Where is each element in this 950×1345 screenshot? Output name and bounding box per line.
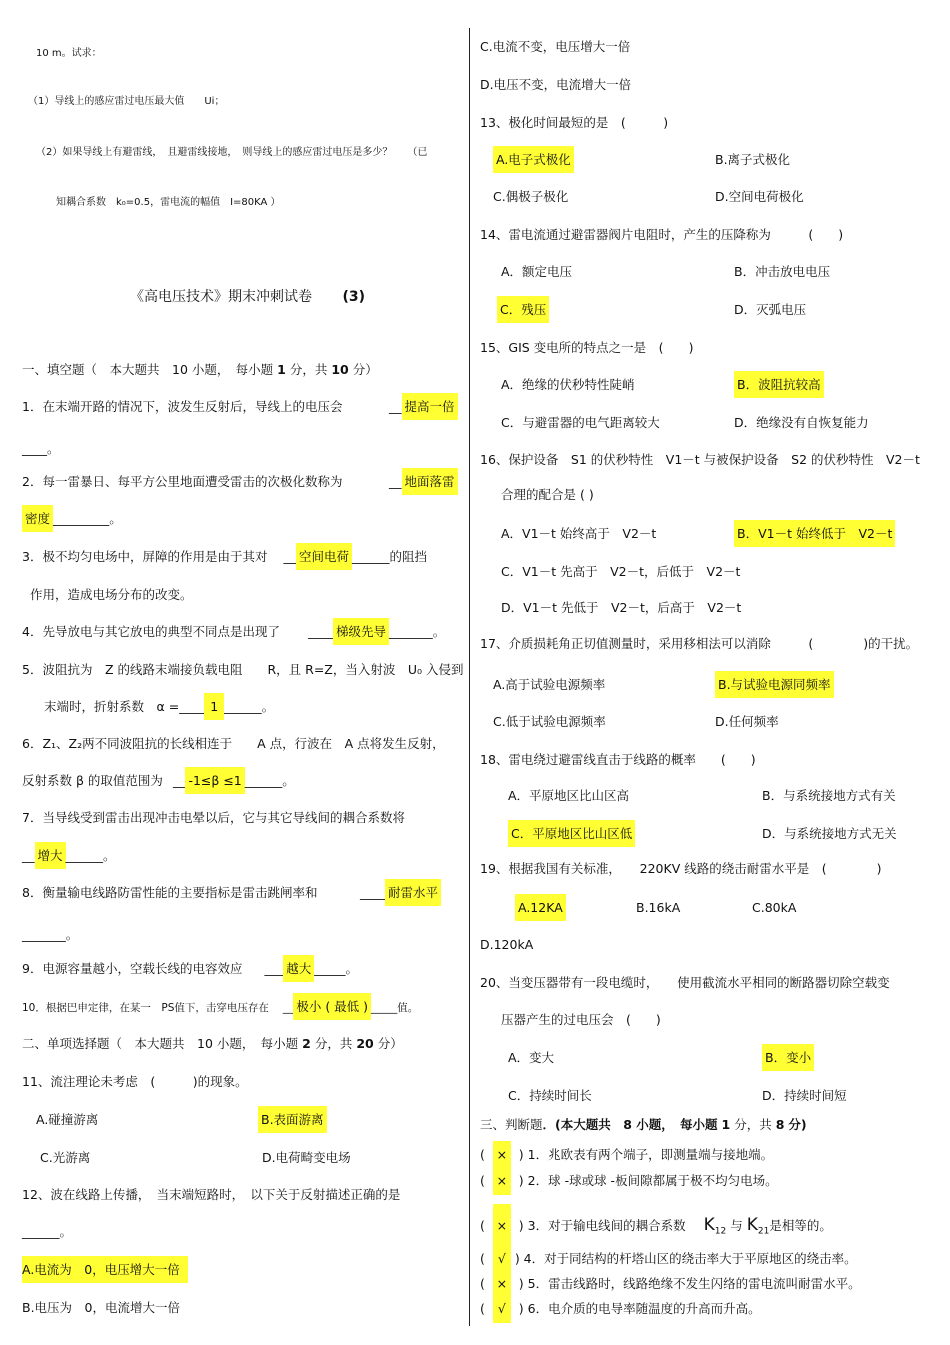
- q20-cont: 压器产生的过电压会 ( ): [501, 1012, 661, 1027]
- q20-text: 20、当变压器带有一段电缆时， 使用截流水平相同的断路器切除空载变: [480, 975, 890, 990]
- section-2-n2: 20: [356, 1036, 374, 1051]
- q7-text: 7．当导线受到雷击出现冲击电晕以后，它与其它导线间的耦合系数将: [22, 810, 405, 825]
- q19-option-a-text: A.12KA: [515, 894, 566, 921]
- q3-text-main: 3．极不均匀电场中，屏障的作用是由于其对: [22, 549, 268, 564]
- section-1-n2: 10: [331, 362, 349, 377]
- q5-tail: ______。: [224, 699, 275, 714]
- q2-answer-text-2: 密度: [22, 505, 53, 532]
- q3-answer-text: 空间电荷: [296, 543, 352, 570]
- q18-option-c: [508, 824, 635, 844]
- q2-answer-text: 地面落雷: [402, 468, 458, 495]
- q12-option-d: D.电压不变，电流增大一倍: [480, 77, 632, 92]
- section-2-post: 分）: [377, 1036, 403, 1051]
- q19-option-c: C.80kA: [752, 900, 797, 915]
- q8-text: 8．衡量输电线路防雷性能的主要指标是雷击跳闸率和: [22, 885, 318, 900]
- q17-option-a: A.高于试验电源频率: [493, 677, 606, 692]
- q6-cont-text: 反射系数 β 的取值范围为: [22, 773, 163, 788]
- q9-answer-text: 越大: [283, 955, 314, 982]
- judge-6: [480, 1295, 761, 1323]
- q15-option-a: A．绝缘的伏秒特性陡峭: [501, 377, 635, 392]
- q20-option-a: A．变大: [508, 1050, 555, 1065]
- judge-5-paren: (: [480, 1276, 485, 1291]
- q14-option-c: [497, 300, 549, 320]
- q16-option-a: A．V1－t 始终高于 V2－t: [501, 526, 657, 541]
- section-2-n1: 2: [302, 1036, 311, 1051]
- judge-2: [480, 1167, 778, 1195]
- q16-text: 16、保护设备 S1 的伏秒特性 V1－t 与被保护设备 S2 的伏秒特性 V2－t: [480, 452, 920, 467]
- judge-1-mark: ×: [493, 1141, 511, 1169]
- judge-3-k1: K: [703, 1215, 715, 1235]
- q5-text: 5．波阻抗为 Z 的线路末端接负载电阻 R，且 R=Z，当入射波 U₀ 入侵到: [22, 662, 464, 677]
- q11-text: 11、流注理论未考虑 ( )的现象。: [22, 1074, 248, 1089]
- judge-5: [480, 1270, 861, 1298]
- section-1-mid: 分，共: [289, 362, 328, 377]
- q7-answer: [22, 846, 116, 866]
- section-2-pre: 二、单项选择题（ 本大题共 10 小题， 每小题: [22, 1036, 299, 1051]
- judge-3-mark: ×: [493, 1204, 511, 1248]
- judge-3-tail: 是相等的。: [769, 1218, 832, 1233]
- q12-option-a: [22, 1260, 188, 1280]
- q20-option-c: C．持续时间长: [508, 1088, 592, 1103]
- judge-4-mark: √: [493, 1245, 511, 1273]
- q2-blank: __: [389, 474, 402, 489]
- q1-text: 1．在末端开路的情况下，波发生反射后，导线上的电压会: [22, 399, 343, 414]
- q4-text: [22, 622, 445, 642]
- q1-answer-text: 提高一倍: [402, 393, 458, 420]
- q18-text: 18、雷电绕过避雷线直击于线路的概率 ( ): [480, 752, 756, 767]
- section-3-heading: [480, 1115, 807, 1135]
- q9-tail: _____。: [314, 961, 358, 976]
- q1-blank: __: [389, 399, 402, 414]
- q5-answer-text: 1: [204, 693, 224, 720]
- q6-tail: ______。: [244, 773, 295, 788]
- judge-5-mark: ×: [493, 1270, 511, 1298]
- judge-4: [480, 1245, 857, 1273]
- q15-option-c: C．与避雷器的电气距离较大: [501, 415, 660, 430]
- judge-6-mark: √: [493, 1295, 511, 1323]
- q11-option-a: A.碰撞游离: [36, 1112, 99, 1127]
- intro-line-2: （1）导线上的感应雷过电压最大值 Ui；: [28, 96, 225, 107]
- q4-blank: ____: [307, 624, 333, 639]
- intro-line-3: （2）如果导线上有避雷线， 且避雷线接地， 则导线上的感应雷过电压是多少？ （已: [36, 147, 428, 158]
- judge-3-and: 与: [730, 1218, 743, 1233]
- q10-blank: __: [282, 1002, 294, 1014]
- judge-3-k2: K: [746, 1215, 758, 1235]
- intro-line-1: 10 m。试求：: [36, 48, 102, 59]
- section-3-post: 分): [788, 1117, 807, 1132]
- q17-text: 17、介质损耗角正切值测量时，采用移相法可以消除 ( )的干扰。: [480, 636, 919, 651]
- judge-6-paren: (: [480, 1301, 485, 1316]
- q16-option-b-text: B．V1－t 始终低于 V2－t: [734, 520, 895, 547]
- q13-option-d: D.空间电荷极化: [715, 189, 804, 204]
- q20-option-b-text: B．变小: [762, 1044, 814, 1071]
- q1-answer: [389, 397, 458, 417]
- q18-option-d: D．与系统接地方式无关: [762, 826, 897, 841]
- q16-option-c: C．V1－t 先高于 V2－t，后低于 V2－t: [501, 564, 741, 579]
- q5-cont-text: 末端时，折射系数 α =: [44, 699, 180, 714]
- q13-option-a: [493, 150, 574, 170]
- section-1-pre: 一、填空题（ 本大题共 10 小题， 每小题: [22, 362, 274, 377]
- q8-answer: [360, 883, 441, 903]
- q14-option-c-text: C．残压: [497, 296, 549, 323]
- q8-answer-text: 耐雷水平: [385, 879, 441, 906]
- exam-title: [130, 287, 365, 307]
- q4-text-main: 4．先导放电与其它放电的典型不同点是出现了: [22, 624, 280, 639]
- q19-text: 19、根据我国有关标准， 220KV 线路的绕击耐雷水平是 ( ): [480, 861, 882, 876]
- q10-tail: _____值。: [371, 1002, 419, 1014]
- section-1-post: 分）: [352, 362, 378, 377]
- judge-3-text: ) 3．对于输电线间的耦合系数: [518, 1218, 686, 1233]
- q17-option-d: D.任何频率: [715, 714, 779, 729]
- judge-4-text: ) 4．对于同结构的杆塔山区的绕击率大于平原地区的绕击率。: [514, 1251, 857, 1266]
- q18-option-b: B．与系统接地方式有关: [762, 788, 896, 803]
- q10-text: [22, 997, 418, 1018]
- judge-2-mark: ×: [493, 1167, 511, 1195]
- q10-text-main: 10．根据巴申定律，在某一 PS值下，击穿电压存在: [22, 1002, 269, 1014]
- q15-option-b-text: B．波阻抗较高: [734, 371, 824, 398]
- q18-option-a: A．平原地区比山区高: [508, 788, 630, 803]
- q9-blank: ___: [264, 961, 284, 976]
- q10-answer-text: 极小 ( 最低 ): [293, 993, 371, 1020]
- section-3-pre: 三、判断题: [480, 1117, 543, 1132]
- judge-1-text: ) 1．兆欧表有两个端子，即测量端与接地端。: [518, 1147, 774, 1162]
- q3-text: [22, 547, 427, 567]
- q12-option-b: B.电压为 0，电流增大一倍: [22, 1300, 181, 1315]
- q12-blank: ______。: [22, 1224, 73, 1239]
- section-2-heading: [22, 1034, 403, 1054]
- q7-tail: ______。: [65, 848, 116, 863]
- q16-cont: 合理的配合是 ( ): [501, 487, 594, 502]
- q13-option-b: B.离子式极化: [715, 152, 791, 167]
- q13-option-a-text: A.电子式极化: [493, 146, 574, 173]
- q13-option-c: C.偶极子极化: [493, 189, 569, 204]
- section-3-n1: 1: [721, 1117, 731, 1132]
- judge-1: [480, 1141, 773, 1169]
- section-3-mid: 分，共: [734, 1117, 772, 1132]
- q17-option-c: C.低于试验电源频率: [493, 714, 606, 729]
- section-1-heading: [22, 360, 378, 380]
- judge-6-text: ) 6．电介质的电导率随温度的升高而升高。: [518, 1301, 761, 1316]
- judge-3-sub2: 21: [757, 1226, 770, 1237]
- judge-5-text: ) 5．雷击线路时，线路绝缘不发生闪络的雷电流叫耐雷水平。: [518, 1276, 861, 1291]
- q20-option-b: [762, 1048, 814, 1068]
- q8-tail: _______。: [22, 927, 79, 942]
- q20-option-d: D．持续时间短: [762, 1088, 847, 1103]
- q9-text: [22, 959, 358, 979]
- q9-text-main: 9．电源容量越小，空载长线的电容效应: [22, 961, 243, 976]
- q4-answer-text: 梯级先导: [333, 618, 389, 645]
- q15-option-b: [734, 375, 824, 395]
- judge-1-paren: (: [480, 1147, 485, 1162]
- section-2-mid: 分，共: [314, 1036, 353, 1051]
- q2-text: 2．每一雷暴日、每平方公里地面遭受雷击的次极化数称为: [22, 474, 343, 489]
- q2-tail-text: _________。: [53, 511, 122, 526]
- q18-option-c-text: C．平原地区比山区低: [508, 820, 635, 847]
- q13-text: 13、极化时间最短的是 ( ): [480, 115, 669, 130]
- q19-option-d: D.120kA: [480, 937, 534, 952]
- q6-text: 6．Z₁、Z₂两不同波阻抗的长线相连于 A 点，行波在 A 点将发生反射，: [22, 736, 445, 751]
- q12-option-a-text: A.电流为 0，电压增大一倍: [22, 1256, 188, 1283]
- exam-title-text: 《高电压技术》期末冲刺试卷: [130, 289, 312, 305]
- q2-answer: [389, 472, 458, 492]
- q3-tail: ______的阻挡: [351, 549, 427, 564]
- q2-tail: [22, 509, 122, 529]
- section-3-dot: ．(本大题共 8 小题， 每小题: [542, 1117, 718, 1132]
- q6-answer-text: -1≤β ≤1: [185, 767, 244, 794]
- q16-option-b: [734, 524, 895, 544]
- judge-3: [480, 1204, 832, 1248]
- q12-option-c: C.电流不变，电压增大一倍: [480, 39, 631, 54]
- judge-2-paren: (: [480, 1173, 485, 1188]
- q6-cont: [22, 771, 295, 791]
- q11-option-b: [258, 1110, 327, 1130]
- q11-option-c: C.光游离: [40, 1150, 91, 1165]
- q7-blank: __: [22, 848, 35, 863]
- q19-option-b: B.16kA: [636, 900, 681, 915]
- q11-option-d: D.电荷畸变电场: [262, 1150, 351, 1165]
- judge-4-paren: (: [480, 1251, 485, 1266]
- section-3-n2: 8: [775, 1117, 785, 1132]
- q14-option-d: D．灭弧电压: [734, 302, 807, 317]
- q8-blank: ____: [360, 885, 385, 900]
- q6-blank: __: [172, 773, 186, 788]
- q14-option-b: B．冲击放电电压: [734, 264, 831, 279]
- q15-option-d: D．绝缘没有自恢复能力: [734, 415, 869, 430]
- q15-text: 15、GIS 变电所的特点之一是 ( ): [480, 340, 694, 355]
- q19-option-a: [515, 898, 566, 918]
- q17-option-b: [715, 675, 834, 695]
- column-divider: [469, 28, 470, 1326]
- q11-option-b-text: B.表面游离: [258, 1106, 327, 1133]
- judge-3-sub1: 12: [714, 1226, 727, 1237]
- section-1-n1: 1: [277, 362, 286, 377]
- q16-option-d: D．V1－t 先低于 V2－t，后高于 V2－t: [501, 600, 742, 615]
- q7-answer-text: 增大: [35, 842, 66, 869]
- q3-cont: 作用，造成电场分布的改变。: [30, 587, 193, 602]
- q1-tail: ____。: [22, 441, 60, 456]
- q14-option-a: A．额定电压: [501, 264, 573, 279]
- q4-tail: _______。: [388, 624, 446, 639]
- q14-text: 14、雷电流通过避雷器阀片电阻时，产生的压降称为 ( ): [480, 227, 844, 242]
- q17-option-b-text: B.与试验电源同频率: [715, 671, 834, 698]
- intro-line-4: 知耦合系数 k₀=0.5，雷电流的幅值 I=80KA ）: [56, 197, 281, 208]
- q5-cont: [44, 697, 274, 717]
- q3-blank: __: [283, 549, 296, 564]
- q12-text: 12、波在线路上传播， 当末端短路时， 以下关于反射描述正确的是: [22, 1187, 401, 1202]
- q5-blank: ____: [179, 699, 205, 714]
- judge-3-paren: (: [480, 1218, 485, 1233]
- judge-2-text: ) 2．球 -球或球 -板间隙都属于极不均匀电场。: [518, 1173, 778, 1188]
- exam-title-number: (3): [342, 289, 365, 305]
